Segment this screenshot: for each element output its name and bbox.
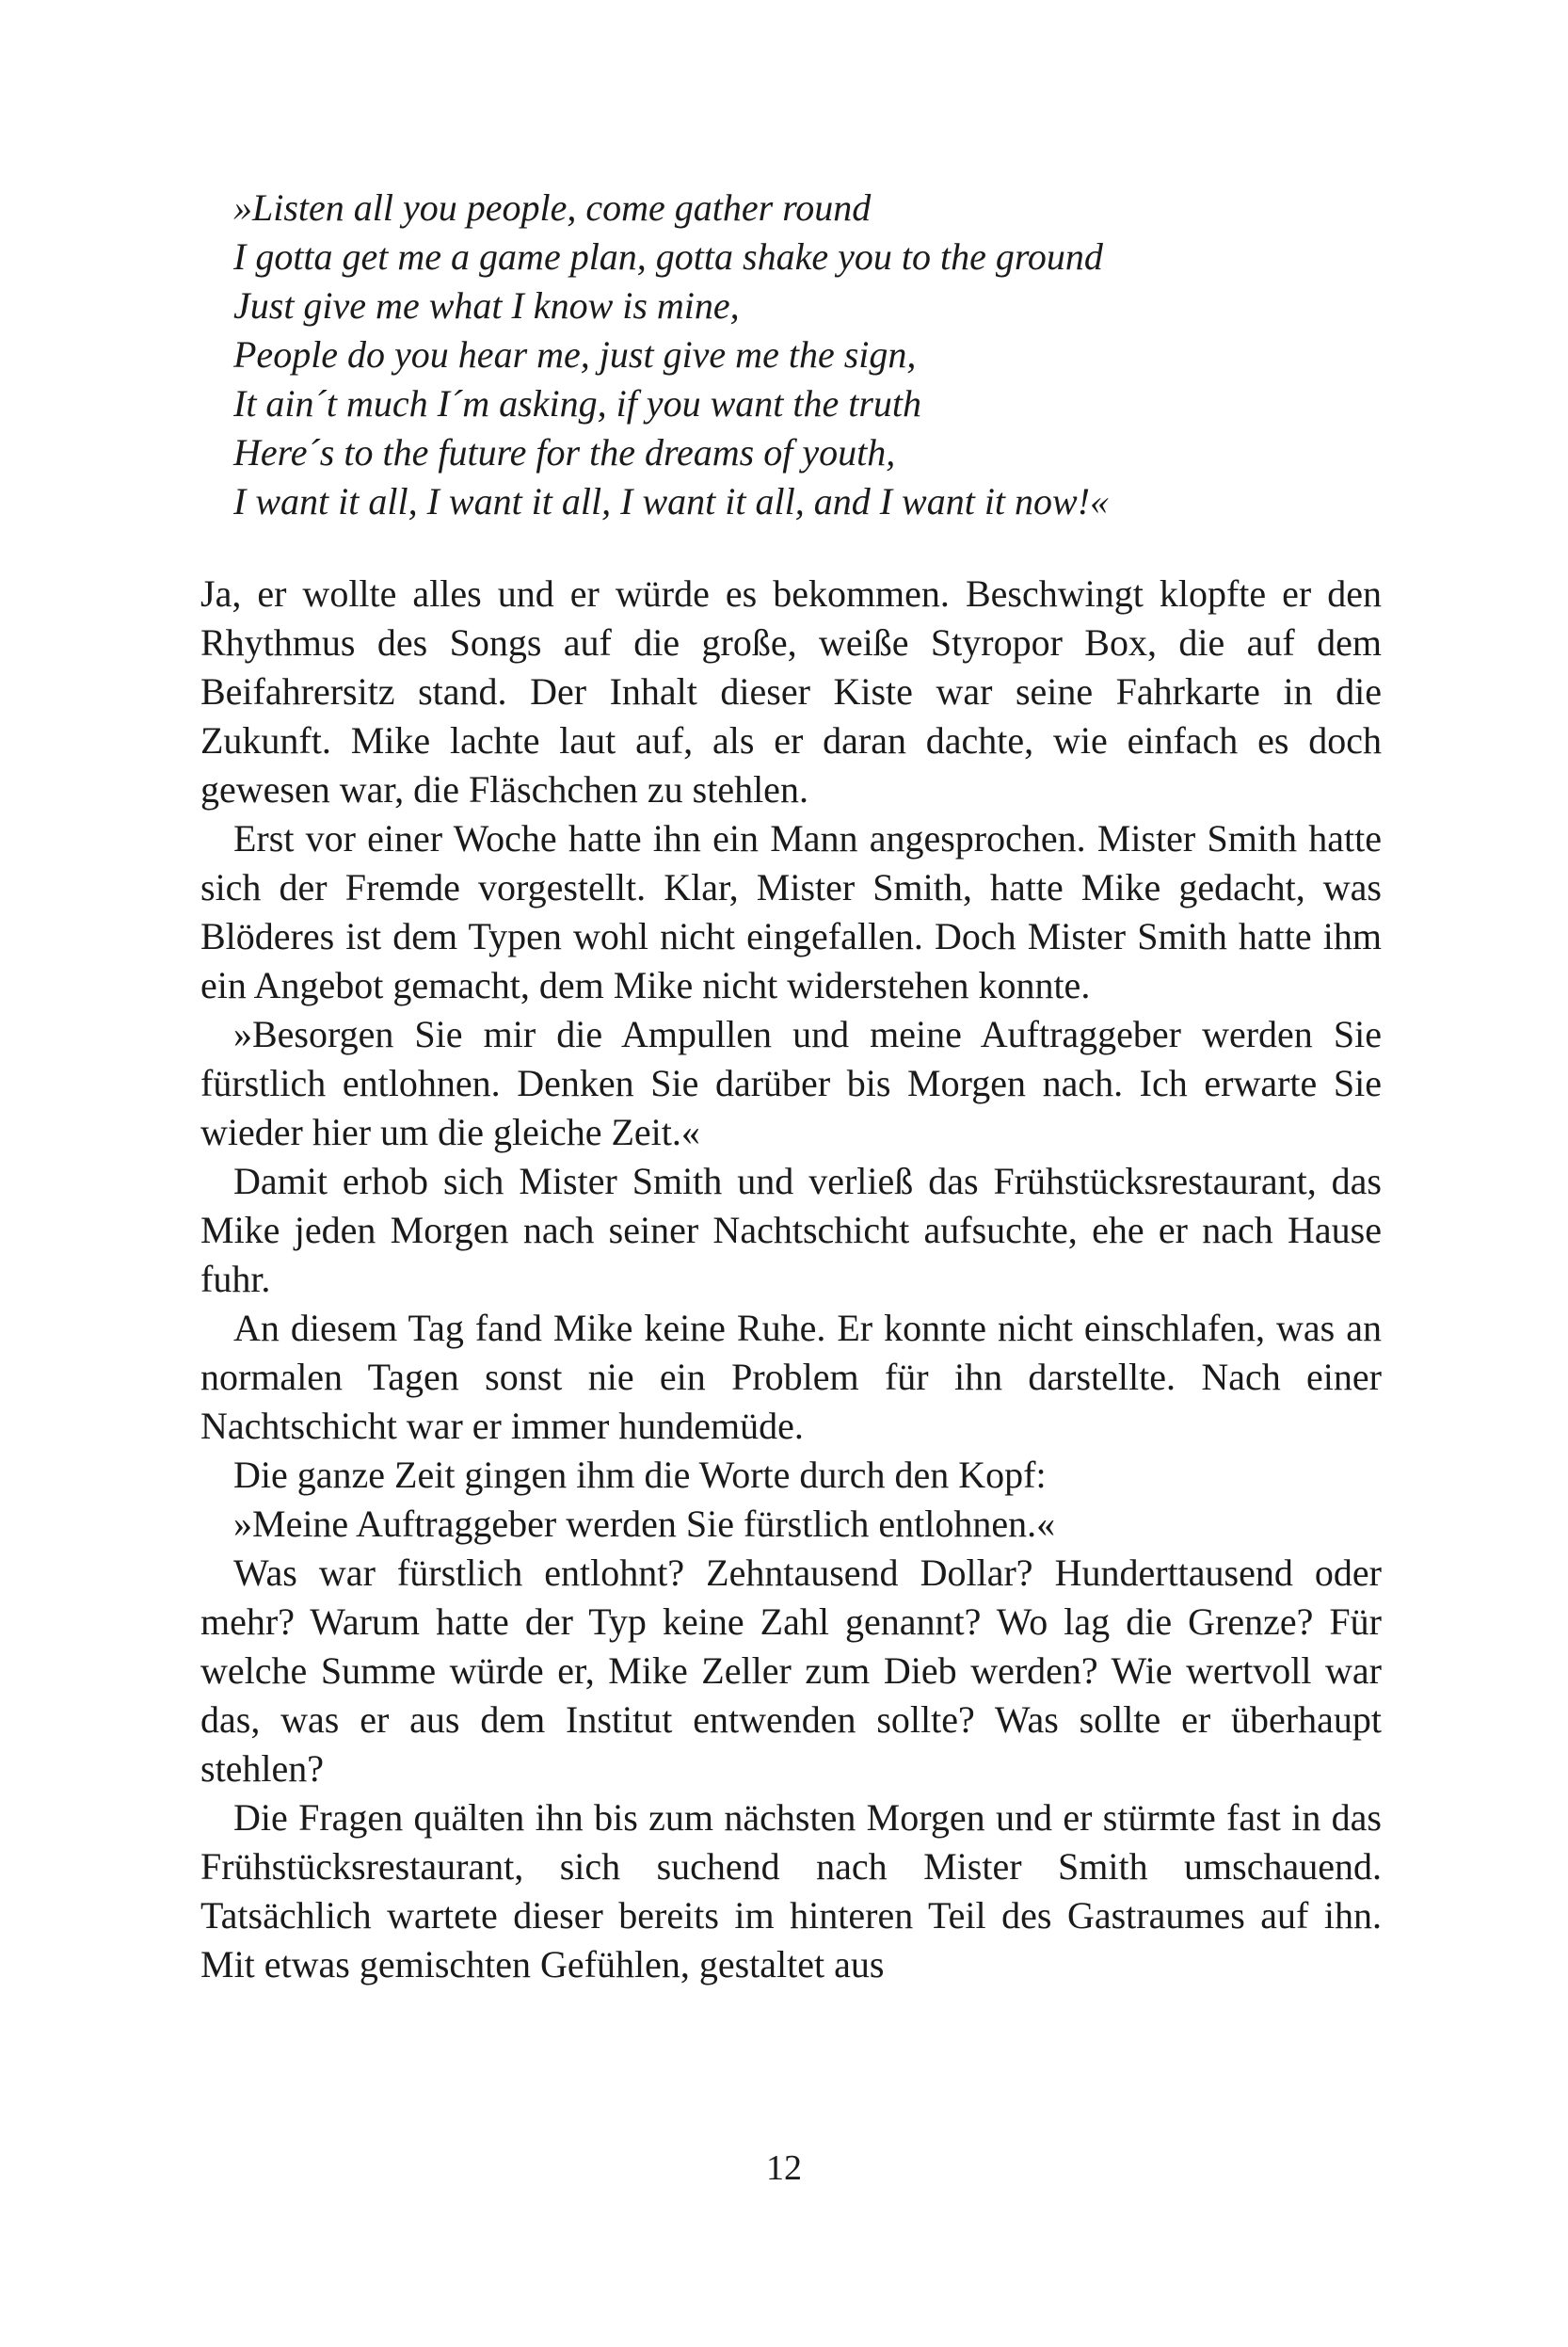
page-number: 12 <box>766 2148 802 2188</box>
paragraph: Was war fürstlich entlohnt? Zehntausend Dollar? Hunderttausend oder mehr? Warum hatte der Typ keine Zahl genannt? Wo lag die Grenze? Für welche Summe würde er, Mike Zeller zum Dieb werden? Wie wertvoll war das, was er aus dem Institut entwenden sollte? Was sollte er überhaupt stehlen? <box>200 1551 1382 1790</box>
paragraph: »Meine Auftraggeber werden Sie fürstlich entlohnen.« <box>233 1503 1056 1545</box>
paragraph: »Besorgen Sie mir die Ampullen und meine Auftraggeber werden Sie fürstlich entlohnen. Denken Sie darüber bis Morgen nach. Ich erwarte Sie wieder hier um die gleiche Zeit.« <box>200 1013 1382 1153</box>
paragraph: Die Fragen quälten ihn bis zum nächsten Morgen und er stürmte fast in das Frühstücksrestaurant, sich suchend nach Mister Smith umschauend. Tatsächlich wartete dieser bereits im hinteren Teil des Gastraumes auf ihn. Mit etwas gemischten Gefühlen, gestaltet aus <box>200 1796 1382 1985</box>
lyric-line: I want it all, I want it all, I want it all, and I want it now!« <box>233 480 1110 522</box>
lyric-line: I gotta get me a game plan, gotta shake you to the ground <box>233 235 1103 278</box>
lyric-line: Here´s to the future for the dreams of youth, <box>233 431 896 474</box>
book-page <box>200 184 1382 1989</box>
paragraph: Damit erhob sich Mister Smith und verließ das Frühstücksrestaurant, das Mike jeden Morgen nach seiner Nachtschicht aufsuchte, ehe er nach Hause fuhr. <box>200 1160 1382 1300</box>
lyric-line: Just give me what I know is mine, <box>233 284 740 327</box>
lyric-line: »Listen all you people, come gather round <box>233 186 872 229</box>
paragraph: Die ganze Zeit gingen ihm die Worte durch den Kopf: <box>233 1454 1047 1496</box>
body-text <box>200 570 1382 1989</box>
lyric-line: It ain´t much I´m asking, if you want the truth <box>233 382 922 425</box>
paragraph: An diesem Tag fand Mike keine Ruhe. Er konnte nicht einschlafen, was an normalen Tagen sonst nie ein Problem für ihn darstellte. Nach einer Nachtschicht war er immer hundemüde. <box>200 1307 1382 1447</box>
paragraph: Ja, er wollte alles und er würde es bekommen. Beschwingt klopfte er den Rhythmus des Songs auf die große, weiße Styropor Box, die auf dem Beifahrersitz stand. Der Inhalt dieser Kiste war seine Fahrkarte in die Zukunft. Mike lachte laut auf, als er daran dachte, wie einfach es doch gewesen war, die Fläschchen zu stehlen. <box>200 572 1382 811</box>
paragraph: Erst vor einer Woche hatte ihn ein Mann angesprochen. Mister Smith hatte sich der Fremde vorgestellt. Klar, Mister Smith, hatte Mike gedacht, was Blöderes ist dem Typen wohl nicht eingefallen. Doch Mister Smith hatte ihm ein Angebot gemacht, dem Mike nicht widerstehen konnte. <box>200 817 1382 1006</box>
lyric-line: People do you hear me, just give me the sign, <box>233 333 917 376</box>
song-lyrics <box>200 184 1382 526</box>
